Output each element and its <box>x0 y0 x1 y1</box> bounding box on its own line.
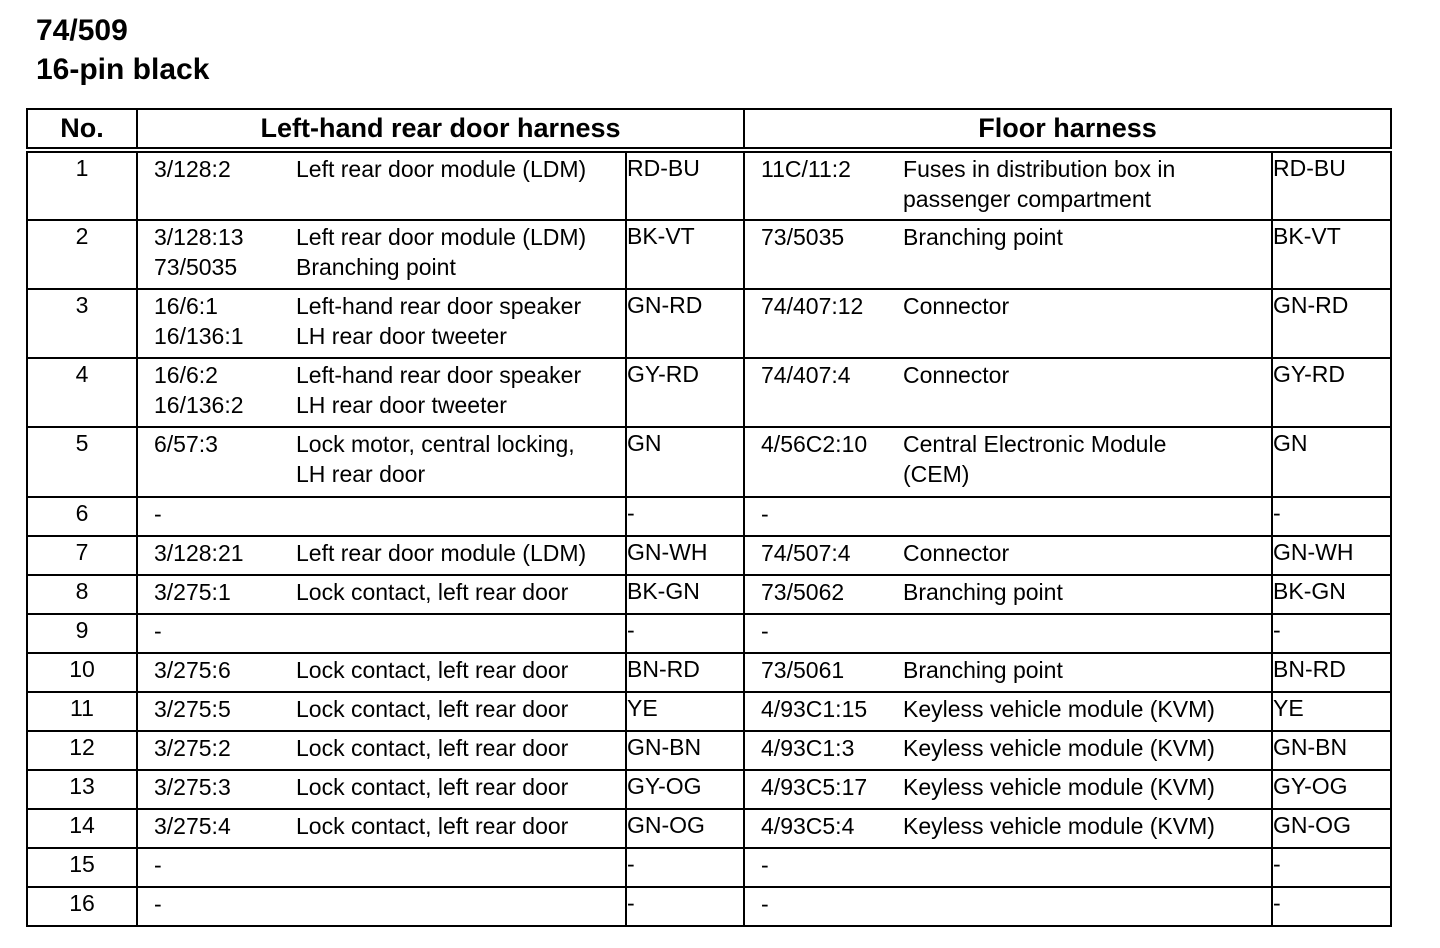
left-wire-color: - <box>626 497 744 536</box>
left-connector-code: 3/128:2 <box>154 156 231 182</box>
floor-wire-color: RD-BU <box>1272 150 1391 220</box>
left-harness-cell <box>137 536 626 575</box>
left-connector-code: 3/275:4 <box>154 813 231 839</box>
floor-component-description: Branching point <box>903 657 1063 683</box>
left-wire-color: GN-RD <box>626 289 744 358</box>
left-component-descriptions <box>296 577 625 607</box>
floor-component-descriptions <box>903 360 1271 390</box>
left-component-description: Lock contact, left rear door <box>296 696 569 722</box>
left-connector-code: 6/57:3 <box>154 431 218 457</box>
floor-component-description: (CEM) <box>903 461 970 487</box>
table-row <box>27 770 1391 809</box>
floor-harness-cell <box>744 692 1272 731</box>
pin-number: 2 <box>27 220 137 289</box>
floor-component-description: Connector <box>903 293 1010 319</box>
pin-number: 1 <box>27 150 137 220</box>
floor-harness-cell <box>744 887 1272 926</box>
floor-harness-cell <box>744 770 1272 809</box>
floor-harness-cell <box>744 809 1272 848</box>
floor-connector-codes <box>745 577 903 607</box>
left-harness-cell <box>137 497 626 536</box>
left-component-description: Left rear door module (LDM) <box>296 156 587 182</box>
pin-number: 11 <box>27 692 137 731</box>
left-connector-code: 3/128:13 <box>154 224 244 250</box>
floor-wire-color: GN-BN <box>1272 731 1391 770</box>
left-harness-cell <box>137 887 626 926</box>
floor-component-description: Keyless vehicle module (KVM) <box>903 696 1215 722</box>
pin-number: 10 <box>27 653 137 692</box>
left-harness-cell <box>137 731 626 770</box>
left-harness-cell <box>137 150 626 220</box>
left-component-description: LH rear door tweeter <box>296 323 507 349</box>
left-component-descriptions <box>296 360 625 420</box>
floor-harness-cell <box>744 731 1272 770</box>
floor-component-description: Keyless vehicle module (KVM) <box>903 774 1215 800</box>
left-wire-color: GN-WH <box>626 536 744 575</box>
left-component-description: Lock contact, left rear door <box>296 813 569 839</box>
left-connector-codes <box>138 538 296 568</box>
left-wire-color: GN-OG <box>626 809 744 848</box>
left-component-description: Lock contact, left rear door <box>296 657 569 683</box>
left-connector-code: - <box>154 891 162 917</box>
connector-code: 74/509 <box>36 14 128 47</box>
floor-wire-color: - <box>1272 614 1391 653</box>
left-wire-color: GY-RD <box>626 358 744 427</box>
left-wire-color: BK-GN <box>626 575 744 614</box>
floor-connector-codes <box>745 733 903 763</box>
left-component-description: Lock contact, left rear door <box>296 579 569 605</box>
floor-wire-color: GN-RD <box>1272 289 1391 358</box>
floor-component-description: Connector <box>903 362 1010 388</box>
floor-harness-cell <box>744 358 1272 427</box>
floor-component-descriptions <box>903 154 1271 214</box>
left-connector-code: 16/6:2 <box>154 362 218 388</box>
floor-connector-code: - <box>761 501 769 527</box>
left-component-descriptions <box>296 538 625 568</box>
left-wire-color: - <box>626 614 744 653</box>
left-harness-cell <box>137 692 626 731</box>
left-wire-color: YE <box>626 692 744 731</box>
floor-component-descriptions <box>903 889 1271 919</box>
table-row <box>27 887 1391 926</box>
floor-wire-color: GY-OG <box>1272 770 1391 809</box>
left-connector-code: 16/136:1 <box>154 323 244 349</box>
left-connector-codes <box>138 577 296 607</box>
left-connector-code: - <box>154 618 162 644</box>
floor-component-descriptions <box>903 577 1271 607</box>
left-component-descriptions <box>296 429 625 489</box>
floor-connector-code: - <box>761 618 769 644</box>
left-connector-codes <box>138 655 296 685</box>
floor-component-descriptions <box>903 850 1271 880</box>
table-row <box>27 150 1391 220</box>
left-wire-color: RD-BU <box>626 150 744 220</box>
floor-wire-color: GY-RD <box>1272 358 1391 427</box>
left-connector-codes <box>138 889 296 919</box>
floor-connector-codes <box>745 694 903 724</box>
floor-component-descriptions <box>903 499 1271 529</box>
left-harness-cell <box>137 289 626 358</box>
floor-harness-cell <box>744 289 1272 358</box>
left-connector-code: 16/136:2 <box>154 392 244 418</box>
connector-name: 16-pin black <box>36 53 210 86</box>
left-harness-cell <box>137 614 626 653</box>
floor-wire-color: GN <box>1272 427 1391 497</box>
left-harness-cell <box>137 848 626 887</box>
pin-number: 9 <box>27 614 137 653</box>
table-row <box>27 358 1391 427</box>
header-floor-harness: Floor harness <box>744 109 1391 150</box>
left-wire-color: - <box>626 848 744 887</box>
floor-connector-codes <box>745 772 903 802</box>
pinout-table <box>26 108 1392 927</box>
floor-wire-color: - <box>1272 887 1391 926</box>
table-row <box>27 289 1391 358</box>
floor-connector-codes <box>745 655 903 685</box>
floor-component-description: Connector <box>903 540 1010 566</box>
left-connector-code: 3/275:1 <box>154 579 231 605</box>
left-connector-codes <box>138 811 296 841</box>
floor-component-descriptions <box>903 811 1271 841</box>
pin-number: 8 <box>27 575 137 614</box>
table-row <box>27 575 1391 614</box>
table-row <box>27 614 1391 653</box>
table-row <box>27 653 1391 692</box>
pin-number: 14 <box>27 809 137 848</box>
floor-component-descriptions <box>903 538 1271 568</box>
left-wire-color: BN-RD <box>626 653 744 692</box>
floor-connector-codes <box>745 360 903 390</box>
left-component-description: Left rear door module (LDM) <box>296 224 587 250</box>
floor-component-descriptions <box>903 222 1271 252</box>
floor-harness-cell <box>744 427 1272 497</box>
left-connector-code: - <box>154 501 162 527</box>
floor-component-descriptions <box>903 616 1271 646</box>
floor-connector-code: 74/407:4 <box>761 362 851 388</box>
left-component-descriptions <box>296 616 625 646</box>
floor-component-descriptions <box>903 655 1271 685</box>
left-connector-code: 3/275:3 <box>154 774 231 800</box>
left-connector-codes <box>138 694 296 724</box>
left-connector-codes <box>138 772 296 802</box>
left-connector-codes <box>138 616 296 646</box>
floor-connector-code: 4/56C2:10 <box>761 431 868 457</box>
left-harness-cell <box>137 358 626 427</box>
table-row <box>27 497 1391 536</box>
left-component-description: Lock contact, left rear door <box>296 735 569 761</box>
table-row <box>27 731 1391 770</box>
left-connector-codes <box>138 499 296 529</box>
left-harness-cell <box>137 220 626 289</box>
left-component-description: Left-hand rear door speaker <box>296 293 582 319</box>
floor-connector-code: 73/5062 <box>761 579 845 605</box>
table-row <box>27 848 1391 887</box>
left-connector-codes <box>138 850 296 880</box>
left-harness-cell <box>137 809 626 848</box>
left-component-descriptions <box>296 655 625 685</box>
table-row <box>27 427 1391 497</box>
left-wire-color: BK-VT <box>626 220 744 289</box>
left-wire-color: GN <box>626 427 744 497</box>
left-component-description: Lock motor, central locking, <box>296 431 575 457</box>
left-component-descriptions <box>296 772 625 802</box>
floor-wire-color: BN-RD <box>1272 653 1391 692</box>
left-component-descriptions <box>296 499 625 529</box>
floor-wire-color: BK-VT <box>1272 220 1391 289</box>
floor-harness-cell <box>744 220 1272 289</box>
floor-component-description: Keyless vehicle module (KVM) <box>903 735 1215 761</box>
left-component-descriptions <box>296 154 625 184</box>
left-component-descriptions <box>296 733 625 763</box>
table-row <box>27 809 1391 848</box>
floor-component-description: Keyless vehicle module (KVM) <box>903 813 1215 839</box>
floor-connector-code: 4/93C1:15 <box>761 696 868 722</box>
floor-connector-code: 4/93C5:4 <box>761 813 855 839</box>
left-connector-code: - <box>154 852 162 878</box>
floor-component-descriptions <box>903 694 1271 724</box>
floor-connector-codes <box>745 429 903 489</box>
floor-connector-codes <box>745 889 903 919</box>
left-connector-codes <box>138 222 296 282</box>
pin-number: 5 <box>27 427 137 497</box>
left-wire-color: - <box>626 887 744 926</box>
pin-number: 6 <box>27 497 137 536</box>
header-left-harness: Left-hand rear door harness <box>137 109 744 150</box>
floor-connector-code: 4/93C5:17 <box>761 774 868 800</box>
left-component-descriptions <box>296 811 625 841</box>
floor-wire-color: BK-GN <box>1272 575 1391 614</box>
left-connector-code: 3/275:6 <box>154 657 231 683</box>
floor-connector-code: 73/5035 <box>761 224 845 250</box>
left-component-description: Branching point <box>296 254 456 280</box>
left-connector-code: 16/6:1 <box>154 293 218 319</box>
floor-connector-code: 73/5061 <box>761 657 845 683</box>
floor-component-descriptions <box>903 733 1271 763</box>
left-connector-codes <box>138 429 296 489</box>
floor-component-description: Central Electronic Module <box>903 431 1167 457</box>
floor-harness-cell <box>744 848 1272 887</box>
left-component-description: LH rear door <box>296 461 426 487</box>
floor-connector-codes <box>745 499 903 529</box>
floor-harness-cell <box>744 497 1272 536</box>
floor-connector-codes <box>745 538 903 568</box>
left-connector-codes <box>138 291 296 351</box>
pin-number: 16 <box>27 887 137 926</box>
floor-connector-codes <box>745 616 903 646</box>
floor-connector-code: 74/407:12 <box>761 293 864 319</box>
floor-wire-color: - <box>1272 497 1391 536</box>
left-component-description: Lock contact, left rear door <box>296 774 569 800</box>
floor-connector-codes <box>745 154 903 214</box>
table-row <box>27 692 1391 731</box>
pin-number: 4 <box>27 358 137 427</box>
left-connector-codes <box>138 733 296 763</box>
floor-connector-codes <box>745 850 903 880</box>
floor-connector-code: 11C/11:2 <box>761 156 851 182</box>
left-connector-code: 73/5035 <box>154 254 238 280</box>
left-wire-color: GY-OG <box>626 770 744 809</box>
left-component-descriptions <box>296 850 625 880</box>
left-component-descriptions <box>296 222 625 282</box>
left-component-description: Left-hand rear door speaker <box>296 362 582 388</box>
pin-number: 7 <box>27 536 137 575</box>
left-harness-cell <box>137 770 626 809</box>
floor-wire-color: YE <box>1272 692 1391 731</box>
floor-connector-code: - <box>761 891 769 917</box>
floor-component-description: passenger compartment <box>903 186 1152 212</box>
floor-component-descriptions <box>903 772 1271 802</box>
header-no: No. <box>27 109 137 150</box>
pin-number: 3 <box>27 289 137 358</box>
pin-number: 15 <box>27 848 137 887</box>
floor-harness-cell <box>744 653 1272 692</box>
left-connector-code: 3/275:2 <box>154 735 231 761</box>
floor-connector-code: 4/93C1:3 <box>761 735 855 761</box>
floor-harness-cell <box>744 150 1272 220</box>
floor-harness-cell <box>744 575 1272 614</box>
pin-number: 12 <box>27 731 137 770</box>
floor-component-description: Branching point <box>903 579 1063 605</box>
floor-connector-codes <box>745 291 903 321</box>
left-harness-cell <box>137 427 626 497</box>
floor-wire-color: GN-OG <box>1272 809 1391 848</box>
left-component-descriptions <box>296 889 625 919</box>
floor-component-descriptions <box>903 429 1271 489</box>
floor-harness-cell <box>744 536 1272 575</box>
left-component-description: LH rear door tweeter <box>296 392 507 418</box>
left-wire-color: GN-BN <box>626 731 744 770</box>
floor-harness-cell <box>744 614 1272 653</box>
table-row <box>27 220 1391 289</box>
floor-connector-code: 74/507:4 <box>761 540 851 566</box>
left-connector-codes <box>138 360 296 420</box>
left-connector-code: 3/275:5 <box>154 696 231 722</box>
left-connector-codes <box>138 154 296 184</box>
floor-connector-code: - <box>761 852 769 878</box>
floor-wire-color: - <box>1272 848 1391 887</box>
left-harness-cell <box>137 575 626 614</box>
left-component-descriptions <box>296 291 625 351</box>
pin-number: 13 <box>27 770 137 809</box>
floor-wire-color: GN-WH <box>1272 536 1391 575</box>
floor-component-descriptions <box>903 291 1271 321</box>
left-component-description: Left rear door module (LDM) <box>296 540 587 566</box>
floor-component-description: Branching point <box>903 224 1063 250</box>
left-harness-cell <box>137 653 626 692</box>
floor-component-description: Fuses in distribution box in <box>903 156 1176 182</box>
table-row <box>27 536 1391 575</box>
floor-connector-codes <box>745 222 903 252</box>
left-component-descriptions <box>296 694 625 724</box>
floor-connector-codes <box>745 811 903 841</box>
table-header-row <box>27 109 1391 150</box>
left-connector-code: 3/128:21 <box>154 540 244 566</box>
